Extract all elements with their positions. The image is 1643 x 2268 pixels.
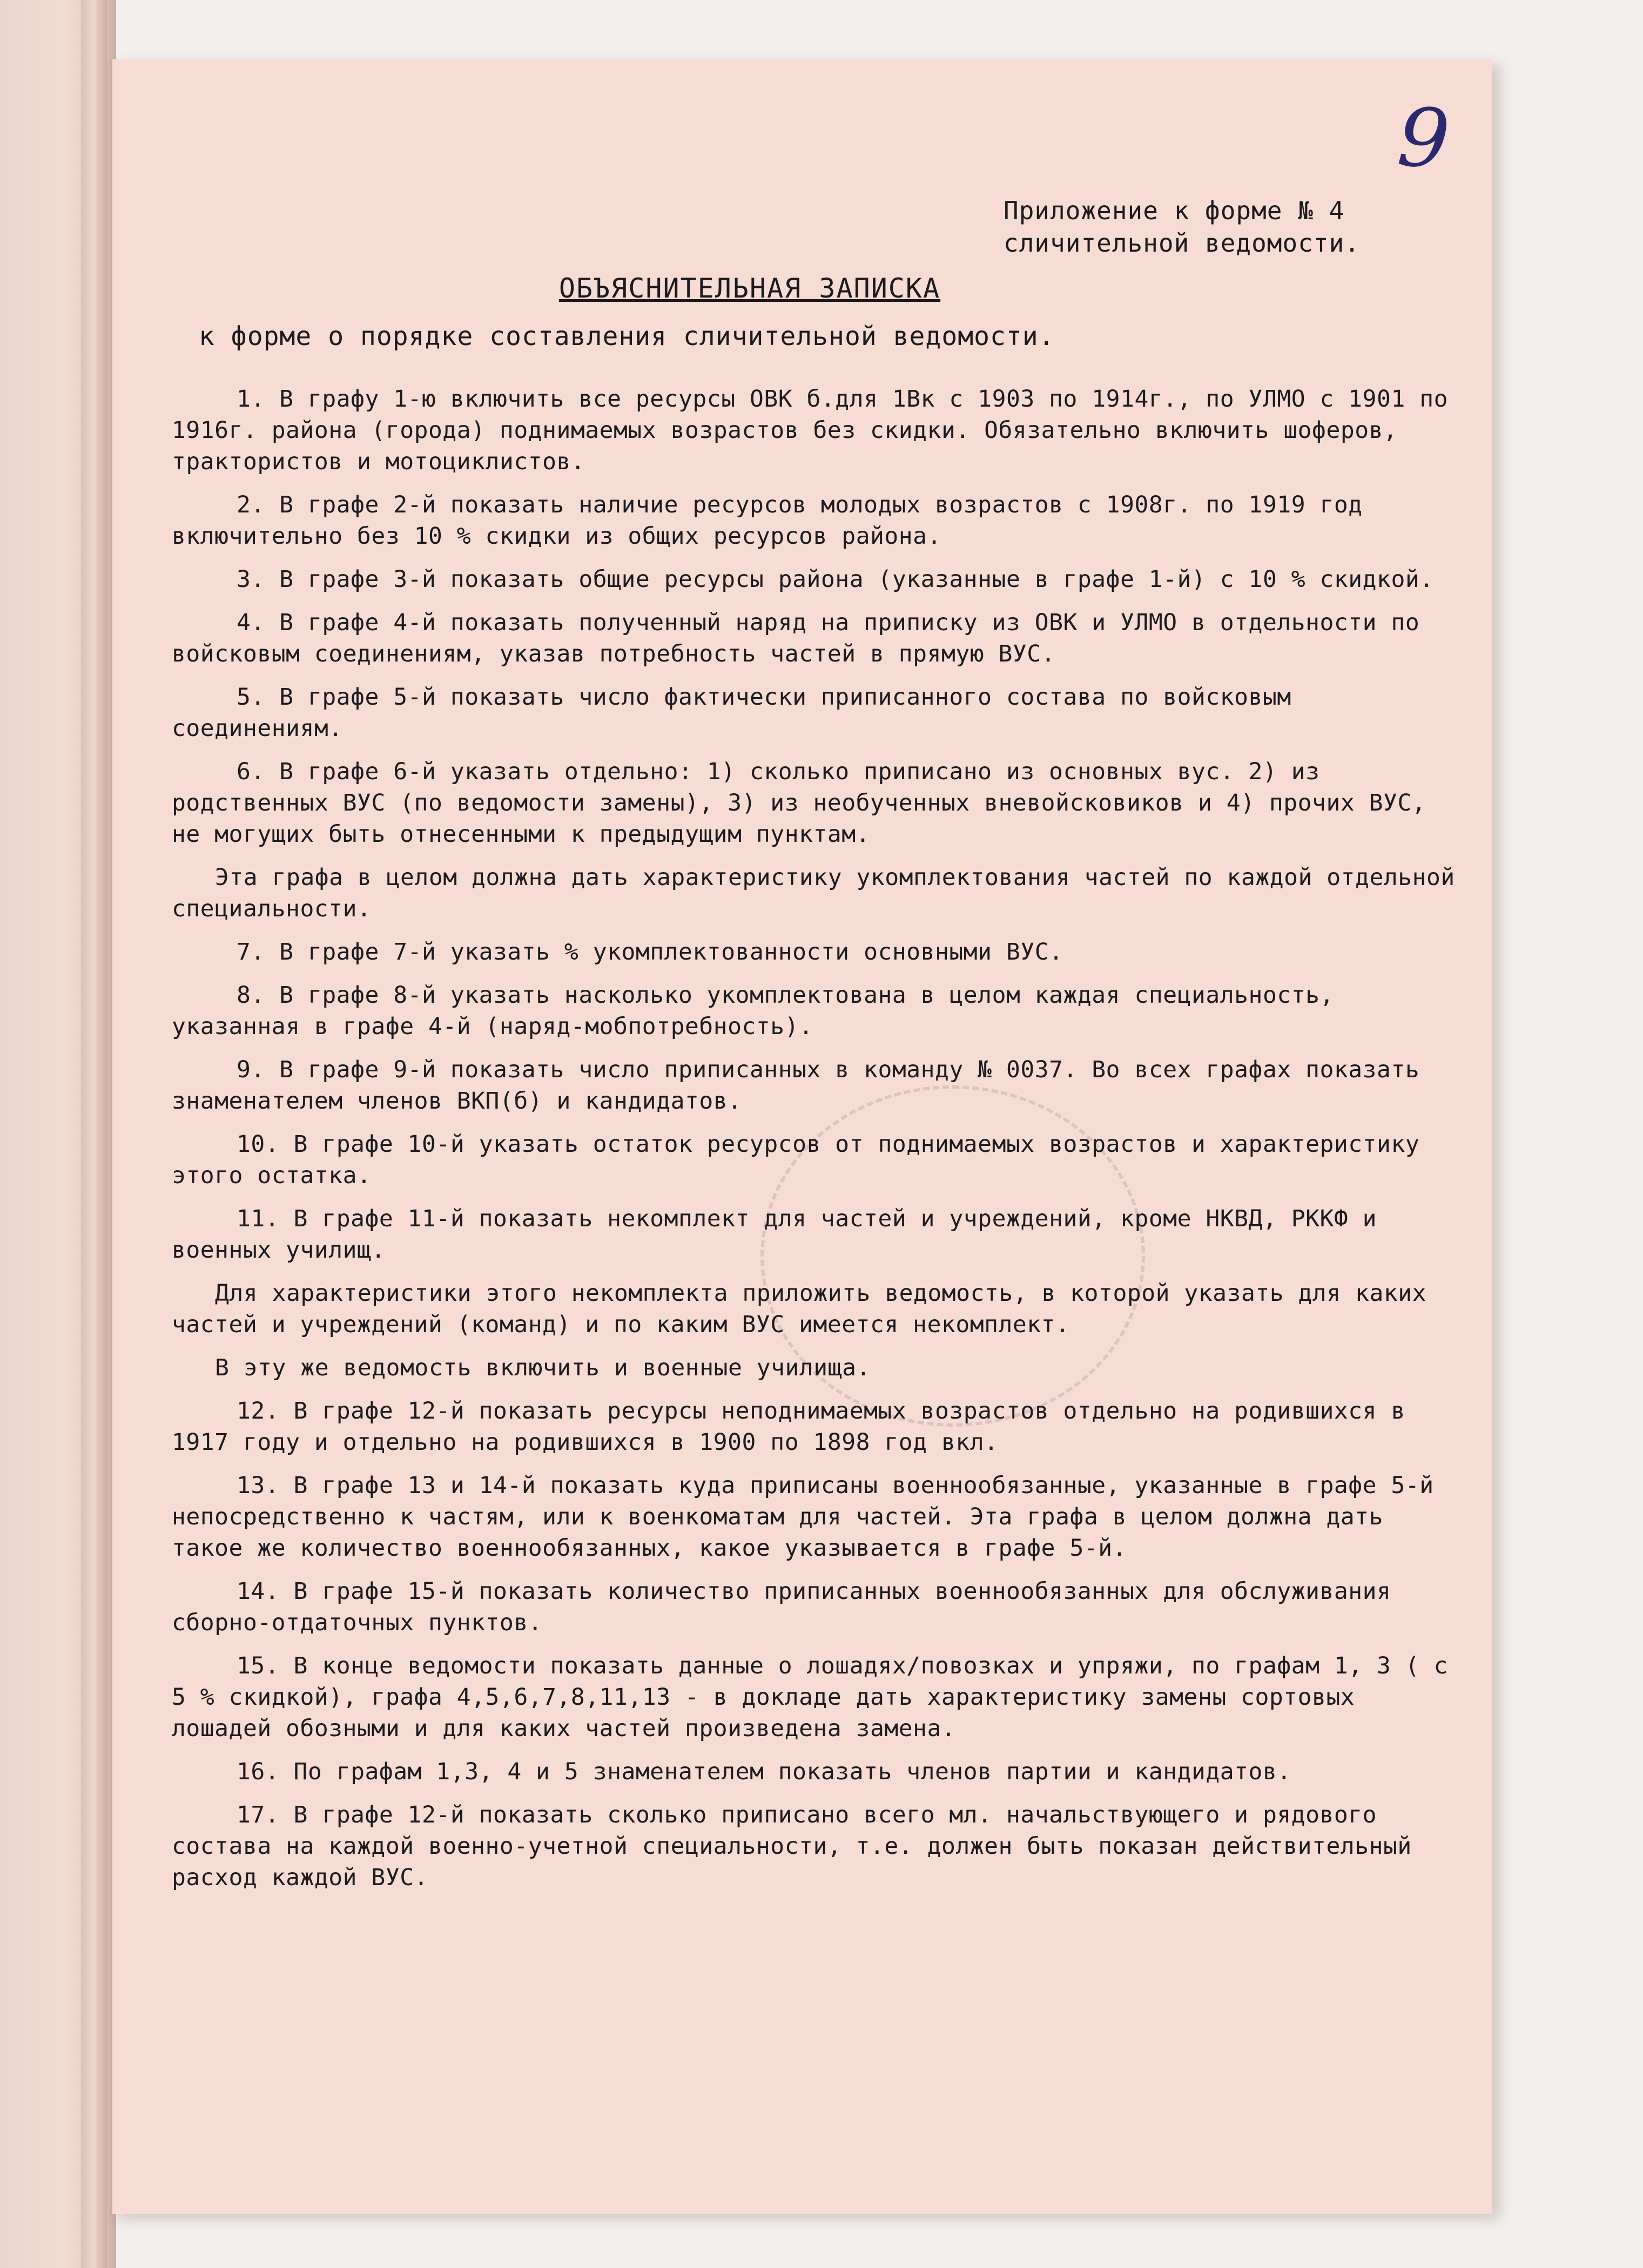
appendix-note-line1: Приложение к форме № 4 [1004, 196, 1345, 225]
appendix-note-line2: сличительной ведомости. [1004, 228, 1360, 258]
document-page [111, 59, 1492, 2214]
instruction-item: 11. В графе 11-й показать некомплект для частей и учреждений, кроме НКВД, РККФ и военных училищ. [172, 1205, 1377, 1264]
instruction-item: 9. В графе 9-й показать число приписанных в команду № 0037. Во всех графах показать знаменателем членов ВКП(б) и кандидатов. [172, 1056, 1420, 1115]
appendix-note [1004, 194, 1360, 259]
instruction-item: 14. В графе 15-й показать количество приписанных военнообязанных для обслуживания сборно-отдаточных пунктов. [172, 1578, 1391, 1636]
instruction-item: 13. В графе 13 и 14-й показать куда приписаны военнообязанные, указанные в графе 5-й непосредственно к частям, или к военкоматам для частей. Эта графа в целом должна дать такое же количество военнообязанных, какое указывается в графе 5-й. [172, 1472, 1434, 1562]
instruction-item: 2. В графе 2-й показать наличие ресурсов молодых возрастов с 1908г. по 1919 год включительно без 10 % скидки из общих ресурсов района. [172, 491, 1363, 550]
instruction-item: 1. В графу 1-ю включить все ресурсы ОВК б.для 1Вк с 1903 по 1914г., по УЛМО с 1901 по 1916г. района (города) поднимаемых возрастов без скидки. Обязательно включить шоферов, трактористов и мотоциклистов. [172, 386, 1448, 475]
instruction-note: Для характеристики этого некомплекта приложить ведомость, в которой указать для каких частей и учреждений (команд) и по каким ВУС имеется некомплект. [172, 1280, 1426, 1338]
instruction-note: В эту же ведомость включить и военные училища. [215, 1354, 871, 1381]
instruction-item: 10. В графе 10-й указать остаток ресурсов от поднимаемых возрастов и характеристику этого остатка. [172, 1131, 1420, 1189]
instruction-item: 15. В конце ведомости показать данные о лошадях/повозках и упряжи, по графам 1, 3 ( с 5 % скидкой), графа 4,5,6,7,8,11,13 - в докладе дать характеристику замены сортовых лошадей обозными и для каких частей произведена замена. [172, 1652, 1448, 1742]
document-body [172, 383, 1463, 1905]
instruction-item: 12. В графе 12-й показать ресурсы неподнимаемых возрастов отдельно на родившихся в 1917 году и отдельно на родившихся в 1900 по 1898 год вкл. [172, 1398, 1405, 1456]
instruction-item: 7. В графе 7-й указать % укомплектованности основными ВУС. [237, 939, 1063, 966]
instruction-item: 17. В графе 12-й показать сколько приписано всего мл. начальствующего и рядового состава на каждой военно-учетной специальности, т.е. должен быть показан действительный расход каждой ВУС. [172, 1801, 1412, 1891]
binding-strip [81, 0, 107, 2268]
document-title: ОБЪЯСНИТЕЛЬНАЯ ЗАПИСКА [558, 273, 941, 304]
instruction-item: 8. В графе 8-й указать насколько укомплектована в целом каждая специальность, указанная в графе 4-й (наряд-мобпотребность). [172, 982, 1334, 1040]
handwritten-page-number: 9 [1395, 90, 1453, 188]
instruction-item: 6. В графе 6-й указать отдельно: 1) сколько приписано из основных вус. 2) из родственных ВУС (по ведомости замены), 3) из необученных вневойсковиков и 4) прочих ВУС, не могущих быть отнесенными к предыдущим пунктам. [172, 758, 1426, 848]
instruction-item: 4. В графе 4-й показать полученный наряд на приписку из ОВК и УЛМО в отдельности по войсковым соединениям, указав потребность частей в прямую ВУС. [172, 609, 1420, 667]
instruction-item: 5. В графе 5-й показать число фактически приписанного состава по войсковым соединениям. [172, 684, 1291, 742]
instruction-item: 16. По графам 1,3, 4 и 5 знаменателем показать членов партии и кандидатов. [237, 1758, 1291, 1785]
instruction-note: Эта графа в целом должна дать характеристику укомплектования частей по каждой отдельной специальности. [172, 864, 1455, 922]
document-subtitle: к форме о порядке составления сличительной ведомости. [199, 321, 1055, 352]
instruction-item: 3. В графе 3-й показать общие ресурсы района (указанные в графе 1-й) с 10 % скидкой. [237, 566, 1434, 593]
